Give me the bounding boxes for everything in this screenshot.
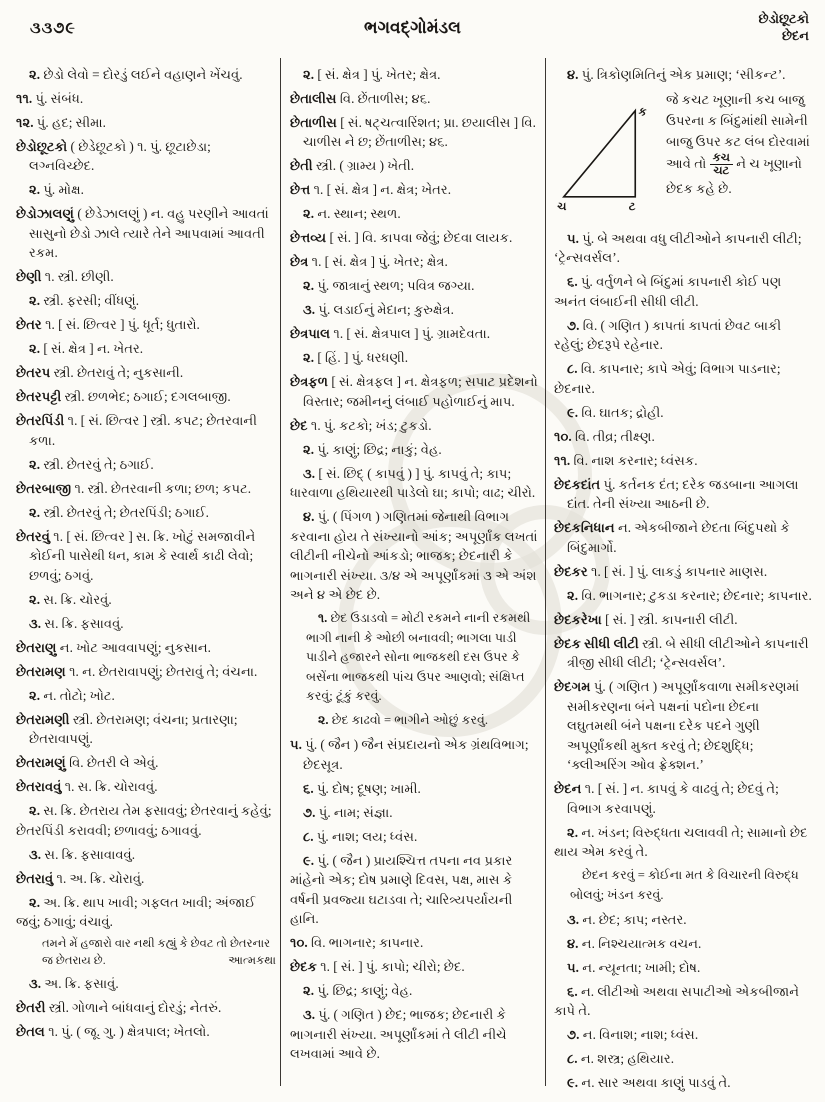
diagram-caption-after: ને ચ ખૂણાનો છેદક કહે છે. — [666, 155, 802, 196]
dictionary-entry-line: છેત્રફળ [ સં. ક્ષેત્રફલ ] ન. ક્ષેત્રફળ; સપાટ પ્રદેશનો વિસ્તાર; જમીનનું લંબાઈ પહોળાઈનું માપ. — [290, 374, 538, 409]
dictionary-entry-line: ૧૨. પું. હદ; સીમા. — [16, 114, 106, 130]
dictionary-entry-line: ૨. સ્ત્રી. છેતરવું તે; ઠગાઈ. — [29, 456, 154, 472]
headword: ૩. — [29, 975, 42, 991]
headword: છેતરી — [16, 999, 46, 1015]
dictionary-entry-line: છેતરવું ૧. [ સં. છિત્વર ] સ. ક્રિ. ખોટું સમજાવીને કોઈની પાસેથી ધન, કામ કે સ્વાર્થ કાઢી લેવો; છળવું; ઠગવું. — [16, 528, 256, 583]
dictionary-entry-line: ૭. ન. વિનાશ; નાશ; ધ્વંસ. — [567, 1027, 699, 1042]
headword: ૧. — [318, 611, 328, 625]
headword: છેતાળીસ — [290, 114, 337, 130]
headword: છેતરામણું — [16, 755, 66, 770]
headword: ૮. — [303, 828, 314, 844]
dictionary-entry-line: છેતરાવવું ૧. સ. ક્રિ. ચોરાવવું. — [16, 779, 158, 794]
dictionary-entry-line: છેદકર ૧. [ સં. ] પું. લાકડું કાપનાર માણસ. — [554, 563, 768, 579]
headword: ૩. — [29, 615, 42, 631]
triangle-figure — [554, 89, 812, 223]
vertex-label-bottom-left: ચ — [557, 200, 567, 213]
headword: ૧૧. — [554, 452, 571, 468]
dictionary-entry-line: છેતરપ સ્ત્રી. છેતરાવું તે; નુકસાની. — [16, 365, 184, 380]
vertex-label-bottom-right: ટ — [628, 200, 636, 213]
dictionary-entry-line: છેતરી સ્ત્રી. ગોળાને બાંધવાનું દોરડું; નેતરું. — [16, 999, 222, 1015]
dictionary-entry-line: ૨. પું. મોક્ષ. — [29, 182, 84, 197]
dictionary-entry-line: ૯. પું. ( જૈન ) પ્રાયશ્ચિત્ત તપના નવ પ્રકાર માંહેનો એક; દોષ પ્રમાણે દિવસ, પક્ષ, માસ કે વર્ષની પ્રવજ્યા ઘટાડવા તે; ચારિત્ર્યપર્યાયની હાનિ. — [290, 852, 513, 926]
headword: છેતરામણ — [16, 663, 66, 679]
dictionary-entry-line: ૯. ન. સાર અથવા કાણું પાડવું તે. — [567, 1075, 731, 1090]
headword: ૧૨. — [16, 114, 34, 130]
dictionary-entry-line: ૩. [ સં. છિદ્ ( કાપવું ) ] પું. કાપવું તે; કાપ; ધારવાળા હથિયારથી પાડેલો ઘા; કાપો; વાઢ; ચીરો. — [290, 465, 536, 500]
headword: ૨. — [29, 687, 41, 703]
headword: ૨. — [303, 983, 315, 998]
page-title: ભગવદ્ગોમંડલ — [364, 18, 461, 37]
dictionary-entry-line: ૨. સ. ક્રિ. છેતરાય તેમ ફસાવવું; છેતરવાનું કહેવું; છેતરપિંડી કરાવવી; છળાવવું; ઠગાવવું. — [16, 803, 272, 838]
dictionary-entry-line: છેદક ૧. [ સં. ] પું. કાપો; ચીરો; છેદ. — [290, 959, 465, 974]
headword: ૨. — [318, 713, 329, 727]
headword: ૨. — [303, 66, 315, 82]
dictionary-entry-line: ૮. ન. શસ્ત્ર; હથિયાર. — [567, 1051, 675, 1066]
headword: છેત્ર — [290, 254, 309, 269]
headword: છેત્રફળ — [290, 374, 329, 389]
column-divider-left — [280, 58, 281, 1086]
dictionary-entry-line: ૧૧. પું. સંબંધ. — [16, 90, 84, 106]
right-column-top — [554, 65, 812, 85]
headword: ૨. — [567, 587, 579, 603]
citation-quote: તમને મેં હજારો વાર નથી કહ્યું કે છેવટ તો છેતરનાર જ છેતરાય છે. આત્મકથા — [16, 936, 276, 969]
quote-source: આત્મકથા — [228, 953, 276, 967]
page-number: ૩૩૭૯ — [30, 20, 76, 37]
headword: ૨. — [29, 293, 41, 308]
headword: ૬. — [567, 274, 578, 289]
guide-words — [759, 10, 809, 44]
dictionary-entry-line: છેદકરેખા [ સં. ] સ્ત્રી. કાપનારી લીટી. — [554, 611, 738, 627]
dictionary-entry-line: છેતરાવું ૧. અ. ક્રિ. ચોરાવું. — [16, 870, 145, 886]
dictionary-entry-line: છેતી સ્ત્રી. ( ગ્રામ્ય ) ખેતી. — [290, 158, 415, 173]
dictionary-entry-line: છેદ ૧. પું. કટકો; ખંડ; ટુકડો. — [290, 417, 432, 433]
headword: છેતી — [290, 158, 313, 173]
headword: છેદકરેખા — [554, 611, 602, 627]
dictionary-entry-line: ૧૦. વિ. તીવ્ર; તીક્ષ્ણ. — [554, 428, 655, 444]
dictionary-entry-line: ૩. અ. ક્રિ. ફસાવું. — [29, 975, 119, 991]
dictionary-entry-line: ૪. પું. ( પિંગળ ) ગણિતમાં જેનાથી વિભાગ કરવાના હોય તે સંખ્યાનો આંક; અપૂર્ણાંક લખતાં લીટીની નીચેનો આંકડો; ભાજક; છેદનારી કે ભાગનારી સંખ્યા. ૩/૪ એ અપૂર્ણાંકમાં ૩ એ અંશ અને ૪ એ છેદ છે. — [290, 509, 538, 602]
dictionary-entry-line: ૨. ન. તોટો; ખોટ. — [29, 687, 115, 703]
dictionary-entry-line: ૮. વિ. કાપનાર; કાપે એવું; વિભાગ પાડનાર; છેદનાર. — [554, 361, 781, 396]
headword: છેતાલીસ — [290, 90, 337, 106]
dictionary-entry-line: છેદન કરવું = કોઈના મત કે વિચારની વિરુદ્ધ બોલવું; ખંડન કરવું. — [570, 868, 799, 902]
headword: છેતરપટ્ટી — [16, 389, 62, 404]
dictionary-entry-line: ૧૧. વિ. નાશ કરનાર; ધ્વંસક. — [554, 452, 698, 468]
dictionary-entry-line: ૬. પું. વર્તુળને બે બિંદુમાં કાપનારી કોઈ પણ અનંત લંબાઈની સીધી લીટી. — [554, 274, 782, 309]
dictionary-entry-line: છેતરામણું વિ. છેતરી લે એવું. — [16, 755, 159, 770]
headword: ૩. — [303, 465, 316, 481]
headword: છેદક સીધી લીટી — [554, 635, 639, 651]
dictionary-entry-line: છેદકદાંત પું. કર્તનક દંત; દરેક જડબાના આગલા દાંત. તેની સંખ્યા આઠની છે. — [554, 476, 799, 511]
headword: ૨. — [29, 182, 41, 197]
fraction-denominator: ચટ — [713, 165, 730, 178]
headword: ૮. — [567, 1051, 578, 1066]
dictionary-entry-line: ૨. સ. ક્રિ. ચોરવું. — [29, 591, 112, 607]
headword: ૨. — [303, 206, 315, 221]
dictionary-entry-line: છેતરપિંડી ૧. [ સં. છિત્વર ] સ્ત્રી. કપટ; છેતરવાની કળા. — [16, 413, 257, 448]
dictionary-entry-line: છેતર ૧. [ સં. છિત્વર ] પું. ધૂર્ત; ધુતારો. — [16, 317, 200, 332]
headword: છેતર — [16, 317, 42, 332]
headword: ૫. — [290, 737, 302, 752]
headword: ૨. — [29, 66, 41, 82]
headword: ૧૦. — [290, 935, 308, 950]
dictionary-entry-line: ૨. પું. જાત્રાનું સ્થળ; પવિત્ર જગ્યા. — [303, 278, 475, 293]
headword: ૨. — [29, 803, 41, 818]
headword: છેતરામણી — [16, 711, 70, 727]
dictionary-entry-line: ૨. સ્ત્રી. છેતરવું તે; છેતરપિંડી; ઠગાઈ. — [29, 504, 209, 520]
headword: ૩. — [29, 846, 42, 862]
headword: છેણી — [16, 269, 42, 284]
dictionary-entry-line: ૫. ન. ન્યૂનતા; ખામી; દોષ. — [567, 959, 701, 975]
headword: ૫. — [567, 230, 579, 246]
right-column-rest — [554, 229, 812, 1093]
dictionary-entry-line: ૨. પું. છિદ્ર; કાણું; વેહ. — [303, 983, 413, 998]
dictionary-entry-line: છેતરામણી સ્ત્રી. છેતરામણ; વંચના; પ્રતારણા; છેતરાવાપણું. — [16, 711, 238, 746]
headword: ૮. — [567, 361, 578, 376]
column-middle — [290, 60, 538, 1068]
dictionary-entry-line: છેતરાણુ ન. ખોટ આવવાપણું; નુકસાન. — [16, 639, 211, 655]
dictionary-entry-line: ૬. પું. દોષ; દૂષણ; ખામી. — [303, 780, 421, 796]
headword: ૯. — [567, 404, 579, 420]
fraction-numerator: કચ — [710, 152, 733, 166]
headword: છેડોઝાલણું — [16, 206, 75, 221]
dictionary-entry-line: છેણી ૧. સ્ત્રી. છીણી. — [16, 269, 114, 284]
headword: ૨. — [303, 441, 315, 457]
dictionary-entry-line: ૩. પું. લડાઈનું મેદાન; કુરુક્ષેત્ર. — [303, 302, 454, 317]
guide-word-first: છેડોછૂટકો — [758, 11, 809, 26]
headword: છેતરબાજી — [16, 480, 72, 496]
headword: ૨. — [29, 504, 41, 520]
headword: ૪. — [567, 66, 579, 82]
dictionary-entry-line: છેત્ત ૧. [ સં. ક્ષેત્ર ] ન. ક્ષેત્ર; ખેતર. — [290, 182, 452, 197]
dictionary-entry-line: ૪. પું. ત્રિકોણમિતિનું એક પ્રમાણ; ‘સીકન્ટ’. — [567, 66, 786, 82]
headword: છેતરપિંડી — [16, 413, 65, 428]
column-divider-right — [545, 58, 546, 1086]
triangle-outline — [564, 110, 636, 196]
headword: છેત્તવ્ય — [290, 230, 327, 245]
headword: છેતરપ — [16, 365, 51, 380]
dictionary-entry-line: ૨. [ સં. ક્ષેત્ર ] પું. ખેતર; ક્ષેત્ર. — [303, 66, 441, 82]
headword: છેતરાણુ — [16, 639, 57, 655]
headword: ૩. — [567, 911, 580, 927]
headword: ૯. — [567, 1075, 579, 1090]
dictionary-entry-line: ૨. પું. કાણું; છિદ્ર; નાકું; વેહ. — [303, 441, 442, 457]
headword: ૧૦. — [554, 428, 572, 444]
column-right — [554, 60, 812, 1097]
dictionary-entry-line: ૫. પું. ( જૈન ) જૈન સંપ્રદાયનો એક ગ્રંથવિભાગ; છેદસૂત્ર. — [290, 737, 529, 772]
headword: છેત્રપાલ — [290, 326, 331, 341]
dictionary-entry-line: ૩. સ. ક્રિ. ફસાવવું. — [29, 615, 124, 631]
dictionary-entry-line: ૨. છેદ કાઢવો = ભાગીને ઓછું કરવું. — [318, 713, 489, 727]
headword: ૩. — [303, 302, 316, 317]
headword: ૨. — [303, 278, 315, 293]
headword: ૧૧. — [16, 90, 33, 106]
headword: ૬. — [303, 780, 314, 796]
dictionary-entry-line: ૩. પું. ( ગણિત ) છેદ; ભાજક; છેદનારી કે ભાગનારી સંખ્યા. અપૂર્ણાંકમાં તે લીટી નીચે લખવામાં આવે છે. — [290, 1007, 507, 1061]
guide-word-last: છેદન — [781, 28, 809, 43]
dictionary-entry-line: ૮. પું. નાશ; લય; ધ્વંસ. — [303, 828, 418, 844]
dictionary-entry-line: ૧. છેદ ઉડાડવો = મોટી રકમને નાની રકમથી ભાગી નાની કે ઓછી બનાવવી; ભાગલા પાડી પાડીને હજારને સોના ભાજકથી દસ ઉપર કે બસેંના ભાજકથી પાંચ ઉપર આણવો; સંક્ષિપ્ત કરવું; ટૂંકું કરવું. — [306, 611, 531, 703]
dictionary-entry-line: ૨. સ્ત્રી. ફરસી; વીંધણું. — [29, 293, 140, 308]
headword: ૨. — [29, 341, 41, 356]
dictionary-entry-line: છેડોઝાલણું ( છેડેઝાલણું ) ન. વહુ પરણીને આવતાં સાસુનો છેડો ઝાલે ત્યારે તેને આપવામાં આવતી રકમ. — [16, 206, 269, 260]
headword: ૭. — [567, 317, 580, 333]
dictionary-entry-line: છેત્ર ૧. [ સં. ક્ષેત્ર ] પું. ખેતર; ક્ષેત્ર. — [290, 254, 448, 269]
headword: ૫. — [567, 959, 579, 975]
dictionary-entry-line: ૨. વિ. ભાગનાર; ટુકડા કરનાર; છેદનાર; કાપનાર. — [567, 587, 812, 603]
dictionary-entry-line: છેતરપટ્ટી સ્ત્રી. છળભેદ; ઠગાઈ; દગલબાજી. — [16, 389, 231, 404]
headword: છેત્ત — [290, 182, 311, 197]
dictionary-entry-line: ૨. ન. સ્થાન; સ્થળ. — [303, 206, 401, 221]
headword: છેદકર — [554, 563, 588, 579]
dictionary-entry-line: છેદકનિધાન ન. એકબીજાને છેદતા બિંદુપથો કે બિંદુમાર્ગો. — [554, 520, 790, 555]
dictionary-entry-line: ૩. સ. ક્રિ. ફસાવાવવું. — [29, 846, 136, 862]
dictionary-entry-line: છેતરબાજી ૧. સ્ત્રી. છેતરવાની કળા; છળ; કપટ. — [16, 480, 252, 496]
headword: છેતરાવવું — [16, 779, 62, 794]
headword: ૭. — [567, 1027, 580, 1042]
dictionary-entry-line: ૨. [ હિં. ] પું. ધરધણી. — [303, 350, 409, 365]
headword: ૭. — [303, 804, 316, 820]
dictionary-entry-line: છેડોછૂટકો ( છેડેછૂટકો ) ૧. પું. છૂટાછેડા; લગ્નવિચ્છેદ. — [16, 138, 211, 173]
headword: છેદ — [290, 417, 308, 433]
headword: ૨. — [567, 824, 579, 840]
vertex-label-top: ક — [638, 106, 647, 119]
headword: છેતરાવું — [16, 870, 54, 886]
diagram-caption-before: જે કચટ ખૂણાની કચ બાજુ ઉપરના ક બિંદુમાંથી સામેની બાજુ ઉપર કટ લંબ દોરવામાં આવે તો — [666, 91, 810, 171]
column-left — [16, 60, 276, 1046]
headword: ૨. — [29, 894, 41, 910]
dictionary-entry-line: છેત્રપાલ ૧. [ સં. ક્ષેત્રપાલ ] પું. ગ્રામદેવતા. — [290, 326, 491, 341]
headword: છેતલ — [16, 1023, 45, 1039]
headword: ૪. — [567, 935, 579, 951]
dictionary-entry-line: છેતરામણ ૧. ન. છેતરાવાપણું; છેતરાવું તે; વંચના. — [16, 663, 258, 679]
headword: ૬. — [567, 983, 578, 999]
dictionary-entry-line: છેતાલીસ વિ. છેંતાળીસ; ૪૬. — [290, 90, 431, 106]
headword: છેદગમ — [554, 679, 591, 694]
dictionary-entry-line: ૪. ન. નિશ્ચયાત્મક વચન. — [567, 935, 702, 951]
dictionary-entry-line: ૩. ન. છેદ; કાપ; નસ્તર. — [567, 911, 687, 927]
headword: ૪. — [303, 509, 315, 524]
headword: ૯. — [303, 852, 315, 868]
headword: છેદકદાંત — [554, 476, 601, 492]
dictionary-entry-line: ૫. પું. બે અથવા વધુ લીટીઓને કાપનારી લીટી; ‘ટ્રેન્સવર્સલ’. — [554, 230, 802, 265]
headword: ૩. — [303, 1007, 316, 1022]
dictionary-entry-line: ૯. વિ. ઘાતક; દ્રોહી. — [567, 404, 664, 420]
headword: છેદક — [290, 959, 317, 974]
headword: છેડોછૂટકો — [16, 138, 68, 154]
dictionary-entry-line: ૨. ન. ખંડન; વિરુદ્ધતા ચલાવવી તે; સામાનો છેદ થાય એમ કરવું તે. — [554, 824, 808, 859]
dictionary-entry-line: ૨. [ સં. ક્ષેત્ર ] ન. ખેતર. — [29, 341, 144, 356]
dictionary-entry-line: ૧૦. વિ. ભાગનાર; કાપનાર. — [290, 935, 424, 950]
dictionary-entry-line: ૭. વિ. ( ગણિત ) કાપતાં કાપતાં છેવટ બાકી રહેલું; છેદરૂપે રહેનાર. — [554, 317, 782, 352]
headword: ૨. — [29, 591, 41, 607]
headword: છેદકનિધાન — [554, 520, 615, 535]
dictionary-entry-line: છેત્તવ્ય [ સં. ] વિ. કાપવા જેવું; છેદવા લાયક. — [290, 230, 513, 245]
dictionary-entry-line: છેદગમ પું. ( ગણિત ) અપૂર્ણાંકવાળા સમીકરણમાં સમીકરણના બંને પક્ષનાં પદોના છેદના લઘુતમથી બંને પક્ષના દરેક પદને ગુણી અપૂર્ણાંકથી મુક્ત કરવું તે; છેદશુદ્ધિ; ‘ક્લીઅરિંગ ઓવ ફ્રેક્શન.’ — [554, 679, 800, 772]
right-triangle-diagram — [554, 91, 658, 223]
dictionary-entry-line: છેદક સીધી લીટી સ્ત્રી. બે સીધી લીટીઓને કાપનારી ત્રીજી સીધી લીટી; ‘ટ્રેન્સવર્સલ’. — [554, 635, 809, 670]
dictionary-entry-line: ૨. અ. ક્રિ. થાપ ખાવી; ગફલત ખાવી; અંજાઈ જવું; ઠગાવું; વંચાવું. — [16, 894, 256, 929]
fraction — [710, 152, 733, 178]
headword: છેતરવું — [16, 528, 50, 544]
headword: છેદન — [554, 781, 582, 796]
headword: ૨. — [303, 350, 315, 365]
headword: ૨. — [29, 456, 41, 472]
dictionary-entry-line: છેતાળીસ [ સં. ષટ્ચત્વારિંશત; પ્રા. છયાલીસ ] વિ. ચાળીસ ને છ; છેંતાળીસ; ૪૬. — [290, 114, 536, 149]
dictionary-entry-line: ૭. પું. નામ; સંજ્ઞા. — [303, 804, 393, 820]
dictionary-entry-line: ૨. છેડો લેવો = દોરડું લઈને વહાણને ખેંચવું. — [29, 66, 243, 82]
dictionary-entry-line: ૬. ન. લીટીઓ અથવા સપાટીઓ એકબીજાને કાપે તે. — [554, 983, 800, 1018]
dictionary-entry-line: છેદન ૧. [ સં. ] ન. કાપવું કે વાઢવું તે; છેદવું તે; વિભાગ કરવાપણું. — [554, 781, 779, 816]
dictionary-entry-line: છેતલ ૧. પું. ( જૂ. ગુ. ) ક્ષેત્રપાલ; ખેતલો. — [16, 1023, 210, 1039]
